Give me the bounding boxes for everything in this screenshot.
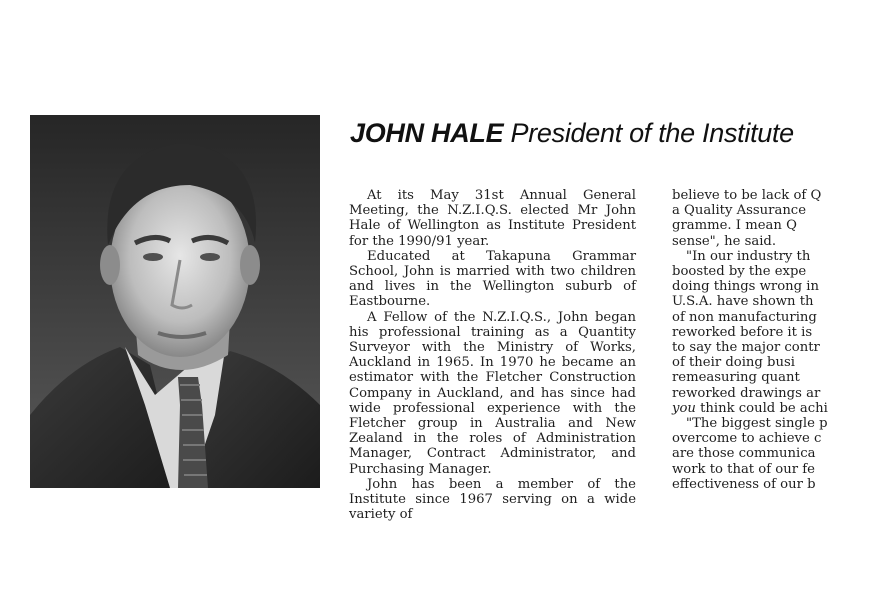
headline-name: JOHN HALE: [350, 118, 504, 148]
column-2-line: believe to be lack of Q: [672, 188, 822, 203]
paragraph-2: Educated at Takapuna Grammar School, John is married with two children and lives in the Wellington suburb of Eastbourne.: [349, 248, 636, 310]
column-2-line: "In our industry th: [686, 248, 811, 264]
column-2-line: are those communica: [672, 446, 816, 462]
column-2-line: "The biggest single p: [686, 416, 828, 432]
column-2-line: of their doing busi: [672, 355, 795, 371]
article-column-2: [672, 188, 828, 499]
paragraph-1: At its May 31st Annual General Meeting, the N.Z.I.Q.S. elected Mr John Hale of Wellington as Institute President for the 1990/91 year.: [349, 188, 636, 249]
emphasis-word: you: [672, 400, 696, 416]
column-2-line: of non manufacturing: [672, 309, 817, 325]
article-column-1: [349, 188, 636, 523]
column-2-line: doing things wrong in: [672, 279, 820, 295]
column-2-line: effectiveness of our b: [672, 476, 816, 492]
paragraph-4: John has been a member of the Institute since 1967 serving on a wide variety of: [349, 476, 636, 523]
portrait-photo: [30, 115, 320, 488]
column-2-line: remeasuring quant: [672, 370, 800, 386]
column-2-line: a Quality Assurance: [672, 203, 806, 219]
column-2-line: reworked drawings ar: [672, 385, 821, 401]
headline-title: President of the Institute: [503, 118, 794, 148]
column-2-line: to say the major contr: [672, 340, 820, 356]
portrait-illustration: [30, 115, 320, 488]
article-headline: [350, 118, 870, 149]
column-2-line: you think could be achi: [672, 400, 828, 416]
column-2-line: reworked before it is: [672, 324, 813, 340]
column-2-line: sense", he said.: [672, 233, 777, 249]
column-2-line: work to that of our fe: [672, 461, 815, 477]
column-2-line: overcome to achieve c: [672, 431, 822, 447]
paragraph-3: A Fellow of the N.Z.I.Q.S., John began his professional training as a Quantity Surveyor with the Ministry of Works, Auckland in 1965. In 1970 he became an estimator with the Fletcher Construction Company in Auckland, and has since had wide professional experience with the Fletcher group in Australia and New Zealand in the roles of Administration Manager, Contract Administrator, and Purchasing Manager.: [349, 309, 636, 477]
column-2-line: gramme. I mean Q: [672, 218, 797, 234]
column-2-line: U.S.A. have shown th: [672, 294, 814, 310]
column-2-line: boosted by the expe: [672, 264, 807, 280]
